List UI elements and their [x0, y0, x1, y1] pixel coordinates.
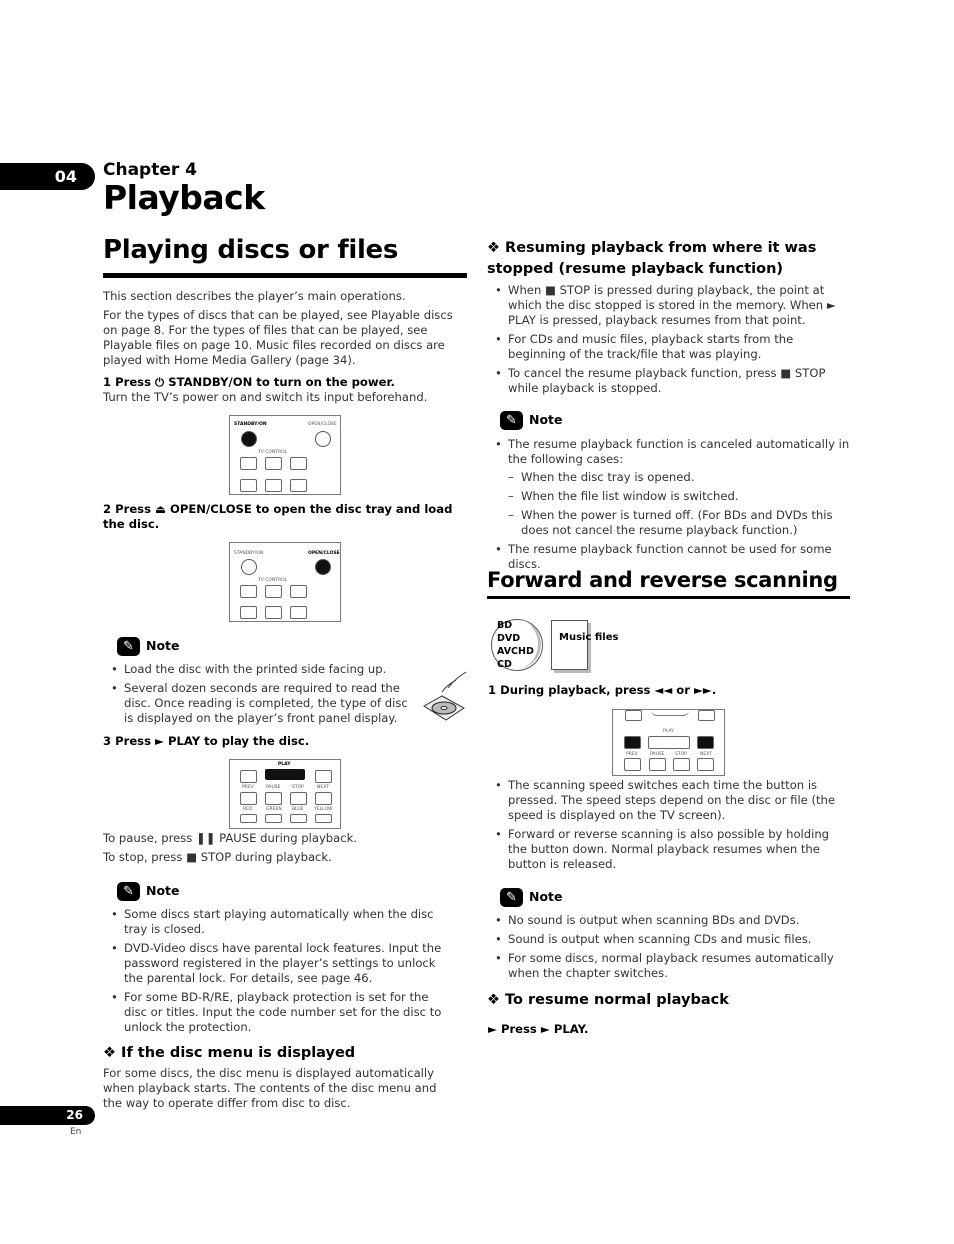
remote-illustration-standby: [229, 415, 341, 495]
disc-load-illustration: [420, 666, 468, 724]
list-item: – When the disc tray is opened.: [488, 470, 850, 485]
eject-icon: [315, 431, 331, 447]
return-button: [698, 710, 715, 721]
pause-text: To pause, press ❚❚ PAUSE during playback.: [103, 831, 358, 845]
ch-up-button: [265, 457, 282, 470]
disc-type-label: CD: [497, 659, 512, 670]
music-files-label: Music files: [559, 632, 619, 643]
input-select-button: [240, 606, 257, 619]
rewind-button: [240, 770, 257, 783]
list-item: • Forward or reverse scanning is also possible by holding the button down. Normal playback resumes when the button is released.: [488, 827, 850, 872]
note-pencil-icon: ✎: [500, 411, 523, 430]
intro-text-2: For the types of discs that can be played, see Playable discs on page 8. For the types of files that can be played, see Playable files on page 10. Music files recorded on discs are played with Home Media Gallery (page 34).: [103, 308, 453, 367]
remote-label-play-2: PLAY: [663, 729, 674, 734]
remote-label-prev: PREV: [242, 785, 254, 790]
note-1-header: [117, 637, 180, 656]
remote-label-tv-control: TV CONTROL: [258, 450, 288, 455]
power-icon: [241, 559, 257, 575]
input-select-button: [240, 479, 257, 492]
yellow-button: [315, 814, 332, 823]
section-title-scanning: Forward and reverse scanning: [487, 568, 838, 592]
power-icon: [241, 431, 257, 447]
note-4-list: [488, 913, 850, 985]
note-1-title: Note: [146, 638, 180, 653]
ch-down-button: [265, 479, 282, 492]
list-item: • For some discs, normal playback resumes automatically when the chapter switches.: [488, 951, 850, 981]
language-label: En: [70, 1127, 82, 1137]
remote-label-green: GREEN: [266, 807, 282, 812]
play-button: [265, 769, 305, 780]
note-3-title: Note: [529, 412, 563, 427]
vol-up-button: [290, 585, 307, 598]
list-item: • For CDs and music files, playback starts from the beginning of the track/file that was playing.: [488, 332, 850, 362]
list-item: • Load the disc with the printed side facing up.: [104, 662, 412, 677]
top-left-button: [625, 710, 642, 721]
note-2-list: [104, 907, 454, 1039]
remote-illustration-open-close: [229, 542, 341, 622]
stop-text: To stop, press ■ STOP during playback.: [103, 850, 332, 864]
remote-label-pause-2: PAUSE: [650, 752, 665, 757]
list-item: • When ■ STOP is pressed during playback, the point at which the disc stopped is stored in the memory. When ► PLAY is pressed, playback resumes from that point.: [488, 283, 850, 328]
list-item: • Several dozen seconds are required to read the disc. Once reading is completed, the type of disc is displayed on the player’s front panel display.: [104, 681, 412, 726]
eject-icon: [315, 559, 331, 575]
step-1: 1 Press ⏻ STANDBY/ON to turn on the power.: [103, 375, 395, 389]
remote-label-red: RED: [243, 807, 253, 812]
disc-menu-text: For some discs, the disc menu is displayed automatically when playback starts. The contents of the disc menu and the way to operate differ from disc to disc.: [103, 1066, 437, 1110]
section-title-playing: Playing discs or files: [103, 235, 399, 265]
chapter-label: Chapter 4: [103, 160, 198, 180]
remote-label-standby-2: STANDBY/ON: [234, 551, 264, 556]
disc-type-label: AVCHD: [497, 646, 534, 657]
chapter-tab: 04: [0, 163, 95, 190]
note-4-title: Note: [529, 889, 563, 904]
list-item: • For some BD-R/RE, playback protection is set for the disc or titles. Input the code number set for the disc to unlock the protection.: [104, 990, 454, 1035]
page-number: 26: [0, 1106, 95, 1125]
resume-list: [488, 283, 850, 400]
resume-heading: ❖ Resuming playback from where it was stopped (resume playback function): [487, 240, 817, 277]
section-rule-2: [487, 596, 850, 599]
remote-label-open-close: OPEN/CLOSE: [308, 422, 337, 427]
remote-label-pause: PAUSE: [266, 785, 281, 790]
vol-down-button: [290, 606, 307, 619]
step-1-desc: Turn the TV’s power on and switch its input beforehand.: [103, 390, 428, 404]
stop-button: [673, 758, 690, 771]
next-button: [697, 758, 714, 771]
green-button: [265, 814, 282, 823]
disc-types-list: [497, 619, 534, 671]
list-item: – When the file list window is switched.: [488, 489, 850, 504]
forward-button: [697, 736, 714, 749]
disc-type-label: BD: [497, 620, 513, 631]
tv-power-button: [240, 457, 257, 470]
pause-button: [265, 792, 282, 805]
red-button: [240, 814, 257, 823]
blue-button: [290, 814, 307, 823]
note-pencil-icon: ✎: [117, 637, 140, 656]
resume-normal-step: ► Press ► PLAY.: [488, 1022, 589, 1036]
note-pencil-icon: ✎: [117, 882, 140, 901]
scan-step-1: 1 During playback, press ◄◄ or ►►.: [488, 683, 717, 697]
remote-label-prev-2: PREV: [626, 752, 638, 757]
forward-button: [315, 770, 332, 783]
resume-normal-heading: ❖ To resume normal playback: [487, 992, 729, 1008]
note-3-header: [500, 411, 563, 430]
list-item: • The scanning speed switches each time the button is pressed. The speed steps depend on the disc or file (the speed is displayed on the TV screen).: [488, 778, 850, 823]
disc-menu-heading: ❖ If the disc menu is displayed: [103, 1045, 356, 1061]
remote-illustration-scan: [612, 709, 725, 776]
list-item: • No sound is output when scanning BDs and DVDs.: [488, 913, 850, 928]
disc-type-label: DVD: [497, 633, 521, 644]
note-1-list: [104, 662, 412, 730]
list-item: • DVD-Video discs have parental lock features. Input the password registered in the player’s settings to unlock the parental lock. For details, see page 46.: [104, 941, 454, 986]
dpad-arc: [651, 710, 689, 716]
note-3-list: [488, 437, 850, 471]
tv-power-button: [240, 585, 257, 598]
list-item: – When the power is turned off. (For BDs and DVDs this does not cancel the resume playback function.): [488, 508, 850, 538]
ch-up-button: [265, 585, 282, 598]
vol-down-button: [290, 479, 307, 492]
remote-label-standby: STANDBY/ON: [234, 422, 267, 427]
ch-down-button: [265, 606, 282, 619]
remote-label-stop-2: STOP: [675, 752, 687, 757]
list-item: • To cancel the resume playback function, press ■ STOP while playback is stopped.: [488, 366, 850, 396]
remote-label-blue: BLUE: [292, 807, 304, 812]
note-pencil-icon: ✎: [500, 888, 523, 907]
list-item: • The resume playback function is canceled automatically in the following cases:: [488, 437, 850, 467]
step-3: 3 Press ► PLAY to play the disc.: [103, 734, 310, 748]
remote-label-tv-control-2: TV CONTROL: [258, 578, 288, 583]
note-2-title: Note: [146, 883, 180, 898]
remote-label-next: NEXT: [317, 785, 329, 790]
note-2-header: [117, 882, 180, 901]
list-item: • Some discs start playing automatically when the disc tray is closed.: [104, 907, 454, 937]
prev-button: [624, 758, 641, 771]
rewind-button: [624, 736, 641, 749]
remote-label-open-close-2: OPEN/CLOSE: [308, 551, 340, 556]
prev-button: [240, 792, 257, 805]
next-button: [315, 792, 332, 805]
play-button: [648, 736, 690, 749]
intro-text: This section describes the player’s main operations.: [103, 289, 406, 303]
scan-list: [488, 778, 850, 876]
remote-label-next-2: NEXT: [700, 752, 712, 757]
list-item: • Sound is output when scanning CDs and music files.: [488, 932, 850, 947]
step-2: 2 Press ⏏ OPEN/CLOSE to open the disc tray and load the disc.: [103, 502, 453, 531]
file-icon: [551, 620, 588, 670]
remote-label-play: PLAY: [278, 762, 291, 767]
note-3-dash-list: [488, 470, 850, 542]
page-title: Playback: [103, 178, 265, 217]
stop-button: [290, 792, 307, 805]
remote-illustration-play: [229, 759, 341, 829]
list-item: • The resume playback function cannot be used for some discs.: [488, 542, 850, 572]
note-4-header: [500, 888, 563, 907]
section-rule: [103, 273, 467, 278]
vol-up-button: [290, 457, 307, 470]
remote-label-stop: STOP: [292, 785, 304, 790]
remote-label-yellow: YELLOW: [314, 807, 333, 812]
pause-button: [649, 758, 666, 771]
